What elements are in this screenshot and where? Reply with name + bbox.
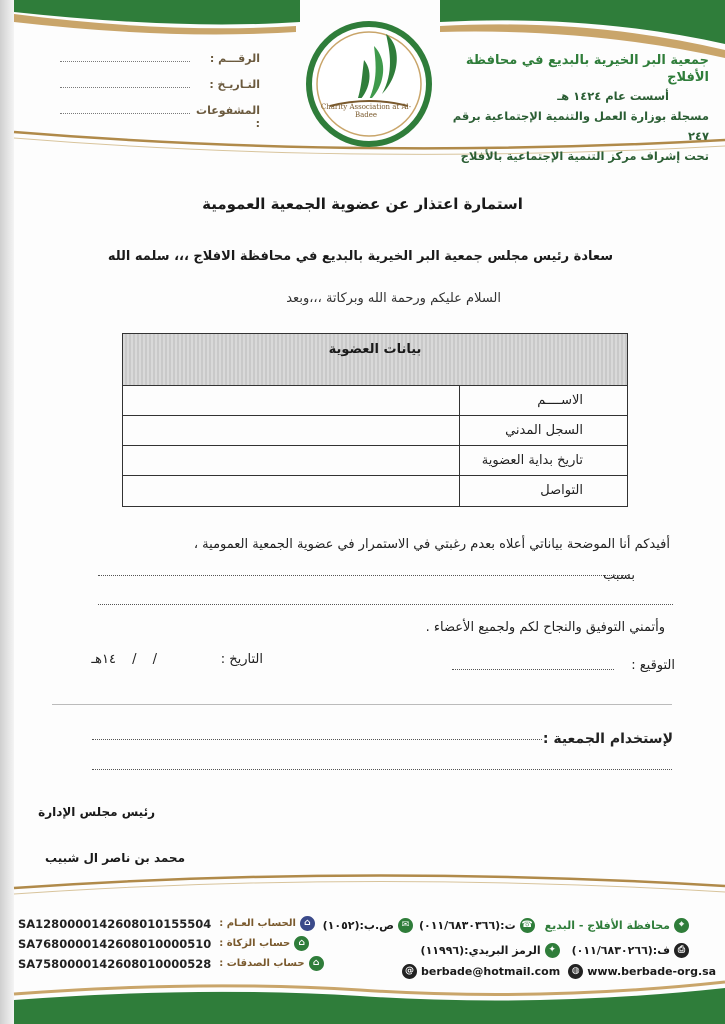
header-date-blank [60, 78, 190, 88]
reference-fields [60, 52, 260, 130]
addressee-line: سعادة رئيس مجلس جمعية البر الخيرية بالبديع في محافظة الافلاج ،،، سلمه الله [107, 249, 613, 264]
organization-info [439, 52, 709, 166]
footer-location: محافظة الأفلاج - البديع [544, 919, 670, 932]
footer-website[interactable]: www.berbade-org.sa [587, 965, 717, 978]
footer-contact-row-1 [323, 918, 693, 933]
account-row-charity [18, 956, 328, 971]
bank-icon: ⌂ [300, 916, 315, 931]
account-row-general [18, 916, 319, 931]
association-use-blank-1[interactable] [92, 738, 542, 740]
location-icon: ⌖ [674, 918, 689, 933]
table-row [123, 476, 627, 506]
association-use-label: لإستخدام الجمعية : [542, 731, 673, 747]
reason-blank-1[interactable] [98, 574, 628, 576]
membership-table-header: بيانات العضوية [123, 334, 627, 386]
fax-icon: ⎙ [674, 943, 689, 958]
number-label: الرقـــم : [209, 52, 260, 65]
form-date-label: التاريخ : [220, 652, 263, 667]
number-field [60, 52, 260, 78]
charity-account-label: حساب الصدقات : [219, 958, 305, 969]
number-blank [60, 52, 190, 62]
zakat-account-label: حساب الزكاة : [219, 938, 291, 949]
reason-blank-2[interactable] [98, 603, 673, 605]
membership-table [122, 333, 628, 507]
general-account-number: SA1280000142608010155504 [18, 916, 212, 931]
header-date-label: التـاريـخ : [209, 78, 260, 91]
footer-postal-code: الرمز البريدي:(١١٩٩٦) [420, 944, 541, 957]
board-chair-title: رئيس مجلس الإدارة [38, 805, 155, 819]
signature-label: التوقيع : [631, 658, 675, 673]
civil-record-value[interactable] [123, 416, 459, 445]
section-divider [52, 704, 672, 705]
statement-text: أفيدكم أنا الموضحة بياناتي أعلاه بعدم رغبتي في الاستمرار في عضوية الجمعية العمومية ، [193, 537, 670, 552]
footer-contact-row-3 [398, 964, 716, 979]
association-logo-icon [304, 16, 434, 152]
membership-start-value[interactable] [123, 446, 459, 475]
zakat-icon: ⌂ [294, 936, 309, 951]
greeting-line: السلام عليكم ورحمة الله وبركاتة ،،،وبعد [286, 291, 501, 306]
contact-value[interactable] [123, 476, 459, 506]
globe-icon: ◍ [568, 964, 583, 979]
footer-po-box: ص.ب:(١٠٥٢) [322, 919, 394, 932]
association-use-blank-2[interactable] [92, 768, 672, 770]
charity-icon: ⌂ [309, 956, 324, 971]
closing-text: وأتمني التوفيق والنجاح لكم ولجميع الأعضاء . [425, 620, 665, 635]
attachments-label: المشفوعات : [196, 104, 260, 130]
form-title: استمارة اعتذار عن عضوية الجمعية العمومية [202, 195, 523, 213]
table-row [123, 446, 627, 476]
header-date-field [60, 78, 260, 104]
org-name: جمعية البر الخيرية بالبديع في محافظة الأفلاج [465, 53, 709, 85]
org-registration: مسجلة بوزارة العمل والتنمية الإجتماعية برقم ٢٤٧ [452, 109, 709, 143]
phone-icon: ☎ [520, 918, 535, 933]
zakat-account-number: SA7680000142608010000510 [18, 936, 212, 951]
account-row-zakat [18, 936, 313, 951]
table-row [123, 416, 627, 446]
reason-label: بسبب [603, 568, 635, 583]
membership-start-label: تاريخ بداية العضوية [459, 446, 627, 475]
logo-caption: Charity Association at Al-Badee [320, 103, 412, 119]
table-row [123, 386, 627, 416]
mailbox-icon: ✉ [398, 918, 413, 933]
civil-record-label: السجل المدني [459, 416, 627, 445]
footer-email[interactable]: berbade@hotmail.com [421, 965, 561, 978]
board-chair-name: محمد بن ناصر ال شبيب [45, 851, 185, 865]
org-supervision: تحت إشراف مركز التنمية الإجتماعية بالأفلاج [460, 149, 709, 163]
name-label: الاســــم [459, 386, 627, 415]
general-account-label: الحساب العـام : [219, 918, 296, 929]
attachments-blank [60, 104, 190, 114]
footer-contact-row-2 [421, 943, 693, 958]
org-founded: أسست عام ١٤٢٤ هـ [557, 89, 669, 103]
email-icon: @ [402, 964, 417, 979]
name-value[interactable] [123, 386, 459, 415]
postal-icon: ✦ [545, 943, 560, 958]
footer-fax: ف:(٠١١/٦٨٣٠٢٦٦) [571, 944, 670, 957]
form-date-value[interactable]: / / ١٤هـ [91, 652, 157, 667]
footer-phone: ت:(٠١١/٦٨٣٠٣٦٦) [418, 919, 516, 932]
charity-account-number: SA7580000142608010000528 [18, 956, 212, 971]
signature-blank[interactable] [452, 668, 614, 670]
attachments-field [60, 104, 260, 130]
contact-label: التواصل [459, 476, 627, 506]
